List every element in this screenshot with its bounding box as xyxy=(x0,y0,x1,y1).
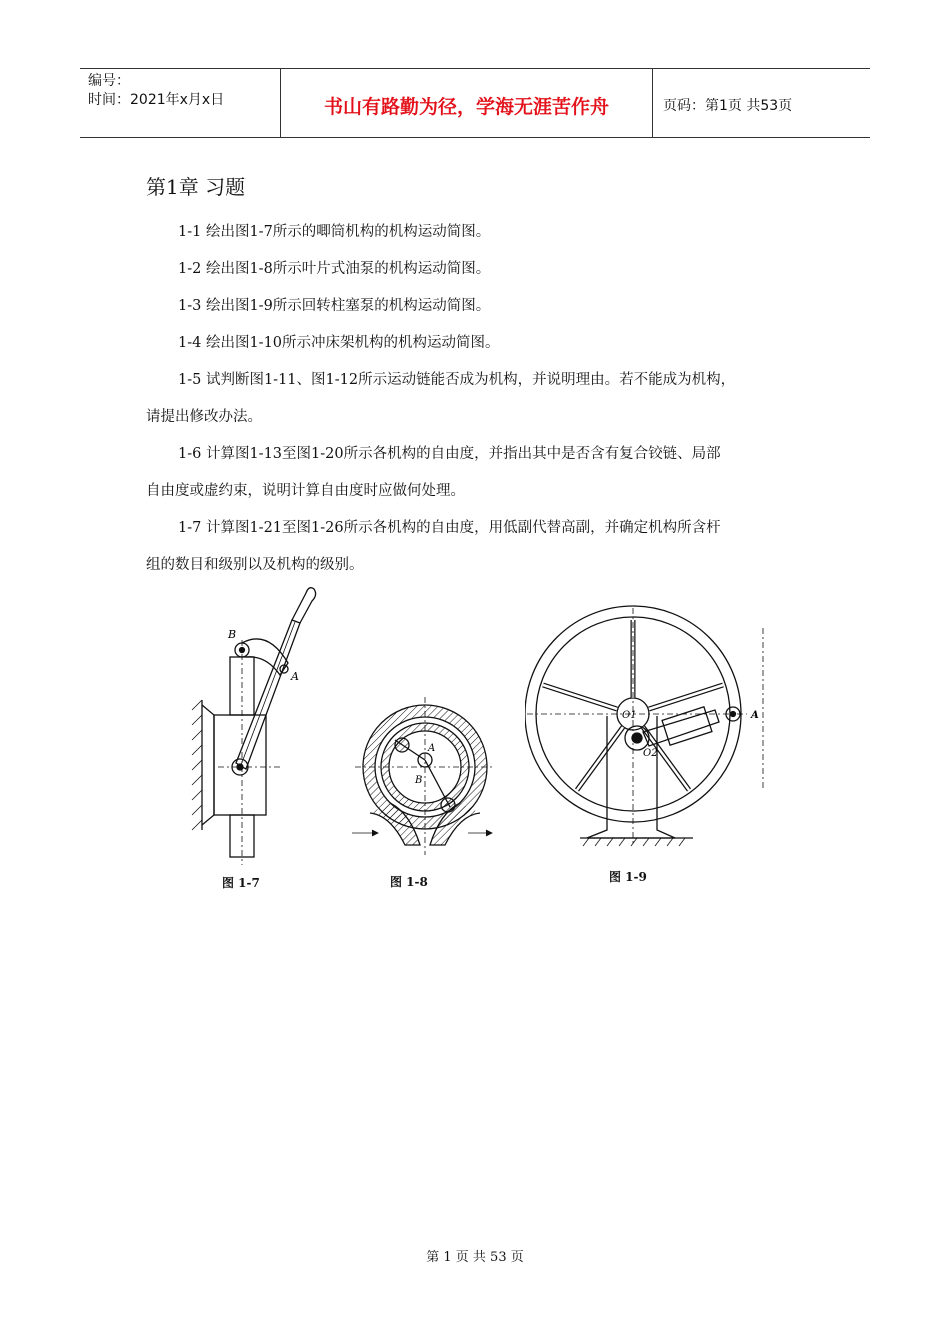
exercise-1-2: 1-2 绘出图1-8所示叶片式油泵的机构运动简图。 xyxy=(178,261,491,277)
figure-1-8-vane-pump xyxy=(350,695,495,860)
document-number-label: 编号： xyxy=(88,73,130,89)
exercise-1-7: 1-7 计算图1-21至图1-26所示各机构的自由度，用低副代替高副，并确定机构所含杆 xyxy=(178,520,721,536)
figure-1-9-rotary-plunger-pump xyxy=(525,598,775,858)
figure-1-8-label-b: B xyxy=(415,775,423,786)
figure-1-7-caption: 图 1-7 xyxy=(222,876,260,890)
figure-1-8-caption: 图 1-8 xyxy=(390,875,428,889)
exercise-1-7-cont: 组的数目和级别以及机构的级别。 xyxy=(146,557,364,573)
figure-1-8-label-a: A xyxy=(428,743,436,754)
exercise-1-6: 1-6 计算图1-13至图1-20所示各机构的自由度，并指出其中是否含有复合铰链、局部 xyxy=(178,446,721,462)
page-header xyxy=(80,68,870,138)
header-page-info: 页码：第1页 共53页 xyxy=(663,98,793,114)
figure-1-9-caption: 图 1-9 xyxy=(609,870,647,884)
exercise-1-5-cont: 请提出修改办法。 xyxy=(146,409,262,425)
figure-1-9-label-o2: O2 xyxy=(643,748,658,759)
exercise-1-6-cont: 自由度或虚约束，说明计算自由度时应做何处理。 xyxy=(146,483,465,499)
header-left-cell xyxy=(80,69,280,137)
figure-1-9-label-o1: O1 xyxy=(622,710,637,721)
figure-1-7-pump-mechanism xyxy=(188,585,328,870)
document-time: 时间：2021年x月x日 xyxy=(88,92,225,108)
figure-1-9-label-a: A xyxy=(751,710,759,721)
figure-1-7-label-b: B xyxy=(228,628,237,641)
page-footer: 第 1 页 共 53 页 xyxy=(426,1250,524,1265)
exercise-1-3: 1-3 绘出图1-9所示回转柱塞泵的机构运动简图。 xyxy=(178,298,491,314)
figure-1-7-label-a: A xyxy=(291,670,299,683)
header-motto: 书山有路勤为径，学海无涯苦作舟 xyxy=(280,69,653,137)
exercise-1-4: 1-4 绘出图1-10所示冲床架机构的机构运动简图。 xyxy=(178,335,500,351)
chapter-title: 第1章 习题 xyxy=(146,175,246,199)
exercise-1-5: 1-5 试判断图1-11、图1-12所示运动链能否成为机构，并说明理由。若不能成为机构， xyxy=(178,372,736,388)
exercise-list xyxy=(146,214,826,584)
exercise-1-1: 1-1 绘出图1-7所示的唧筒机构的机构运动简图。 xyxy=(178,224,491,240)
